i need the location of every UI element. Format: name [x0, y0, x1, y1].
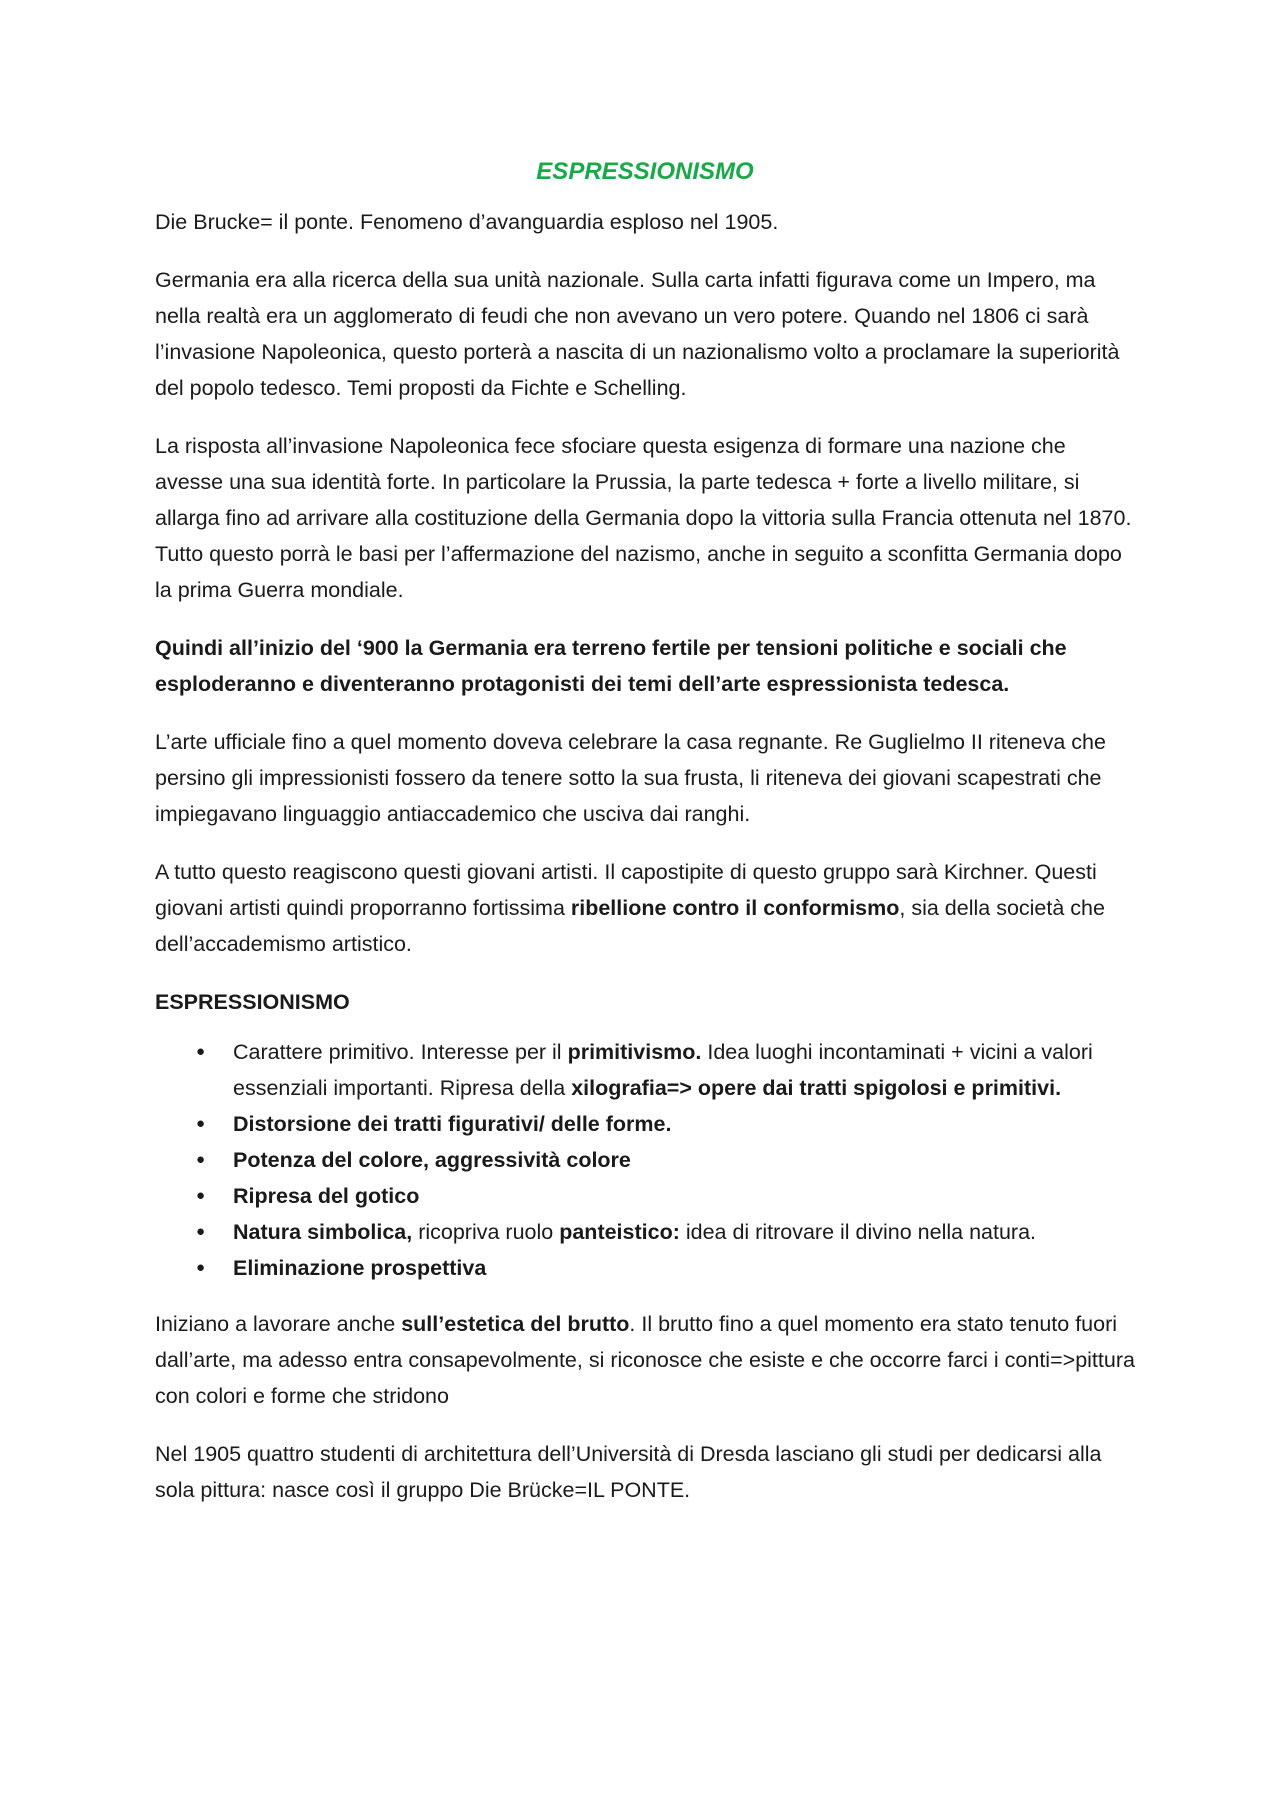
paragraph-reazione [155, 854, 1135, 962]
paragraph-brutto [155, 1306, 1135, 1414]
bold-run: ribellione contro il conformismo [570, 896, 900, 920]
paragraph-bold-900: Quindi all’inizio del ‘900 la Germania era terreno fertile per tensioni politiche e sociali che esploderanno e diventeranno protagonisti dei temi dell’arte espressionista tedesca. [155, 636, 1067, 696]
text-run: A tutto questo reagiscono questi giovani artisti. Il capostipite di questo gruppo sarà Kirchner. Questi giovani artisti quindi proporranno fortissima [155, 860, 1097, 920]
paragraph-germania: Germania era alla ricerca della sua unità nazionale. Sulla carta infatti figurava come un Impero, ma nella realtà era un agglomerato di feudi che non avevano un vero potere. Quando nel 1806 ci sarà l’invasione Napoleonica, questo porterà a nascita di un nazionalismo volto a proclamare la superiorità del popolo tedesco. Temi proposti da Fichte e Schelling. [155, 268, 1120, 400]
list-item [155, 1034, 1135, 1106]
list-item [155, 1142, 1135, 1178]
list-item [155, 1178, 1135, 1214]
paragraph-die-brucke: Nel 1905 quattro studenti di architettura dell’Università di Dresda lasciano gli studi per dedicarsi alla sola pittura: nasce così il gruppo Die Brücke=IL PONTE. [155, 1442, 1102, 1502]
bullet-list [155, 1034, 1135, 1286]
text-run: Idea luoghi incontaminati + vicini a valori essenziali importanti. Ripresa della [233, 1040, 1093, 1100]
paragraph-intro: Die Brucke= il ponte. Fenomeno d’avanguardia esploso nel 1905. [155, 210, 779, 234]
paragraph-risposta: La risposta all’invasione Napoleonica fece sfociare questa esigenza di formare una nazione che avesse una sua identità forte. In particolare la Prussia, la parte tedesca + forte a livello militare, si allarga fino ad arrivare alla costituzione della Germania dopo la vittoria sulla Francia ottenuta nel 1870. Tutto questo porrà le basi per l’affermazione del nazismo, anche in seguito a sconfitta Germania dopo la prima Guerra mondiale. [155, 434, 1132, 602]
bold-run: panteistico: [559, 1220, 680, 1244]
bold-run: sull’estetica del brutto [401, 1312, 630, 1336]
text-run: Carattere primitivo. Interesse per il [233, 1040, 568, 1064]
paragraph-arte-ufficiale: L’arte ufficiale fino a quel momento doveva celebrare la casa regnante. Re Guglielmo II riteneva che persino gli impressionisti fossero da tenere sotto la sua frusta, li riteneva dei giovani scapestrati che impiegavano linguaggio antiaccademico che usciva dai ranghi. [155, 730, 1106, 826]
page-title: ESPRESSIONISMO [536, 158, 754, 185]
text-run: Iniziano a lavorare anche [155, 1312, 402, 1336]
text-run: idea di ritrovare il divino nella natura. [679, 1220, 1037, 1244]
list-item [155, 1214, 1135, 1250]
section-heading: ESPRESSIONISMO [155, 990, 350, 1014]
bullet-icon: ● [196, 1187, 206, 1204]
text-run: . Il brutto fino a quel momento era stato tenuto fuori dall’arte, ma adesso entra consapevolmente, si riconosce che esiste e che occorre farci i conti=>pittura con colori e forme che stridono [155, 1312, 1135, 1408]
bold-run: primitivismo. [567, 1040, 702, 1064]
list-item [155, 1250, 1135, 1286]
bold-run: Ripresa del gotico [233, 1184, 420, 1208]
bullet-icon: ● [196, 1259, 206, 1276]
bold-run: Natura simbolica, [233, 1220, 413, 1244]
text-run: , sia della società che dell’accademismo artistico. [155, 896, 1105, 956]
text-run: ricopriva ruolo [412, 1220, 560, 1244]
list-item [155, 1106, 1135, 1142]
bullet-icon: ● [196, 1115, 206, 1132]
bold-run: Eliminazione prospettiva [233, 1256, 487, 1280]
bullet-icon: ● [196, 1151, 206, 1168]
document-page [155, 152, 1135, 1530]
bold-run: Distorsione dei tratti figurativi/ delle forme. [233, 1112, 672, 1136]
bullet-icon: ● [196, 1223, 206, 1240]
bold-run: Potenza del colore, aggressività colore [233, 1148, 631, 1172]
bold-run: xilografia=> opere dai tratti spigolosi e primitivi. [571, 1076, 1062, 1100]
bullet-icon: ● [196, 1043, 206, 1060]
